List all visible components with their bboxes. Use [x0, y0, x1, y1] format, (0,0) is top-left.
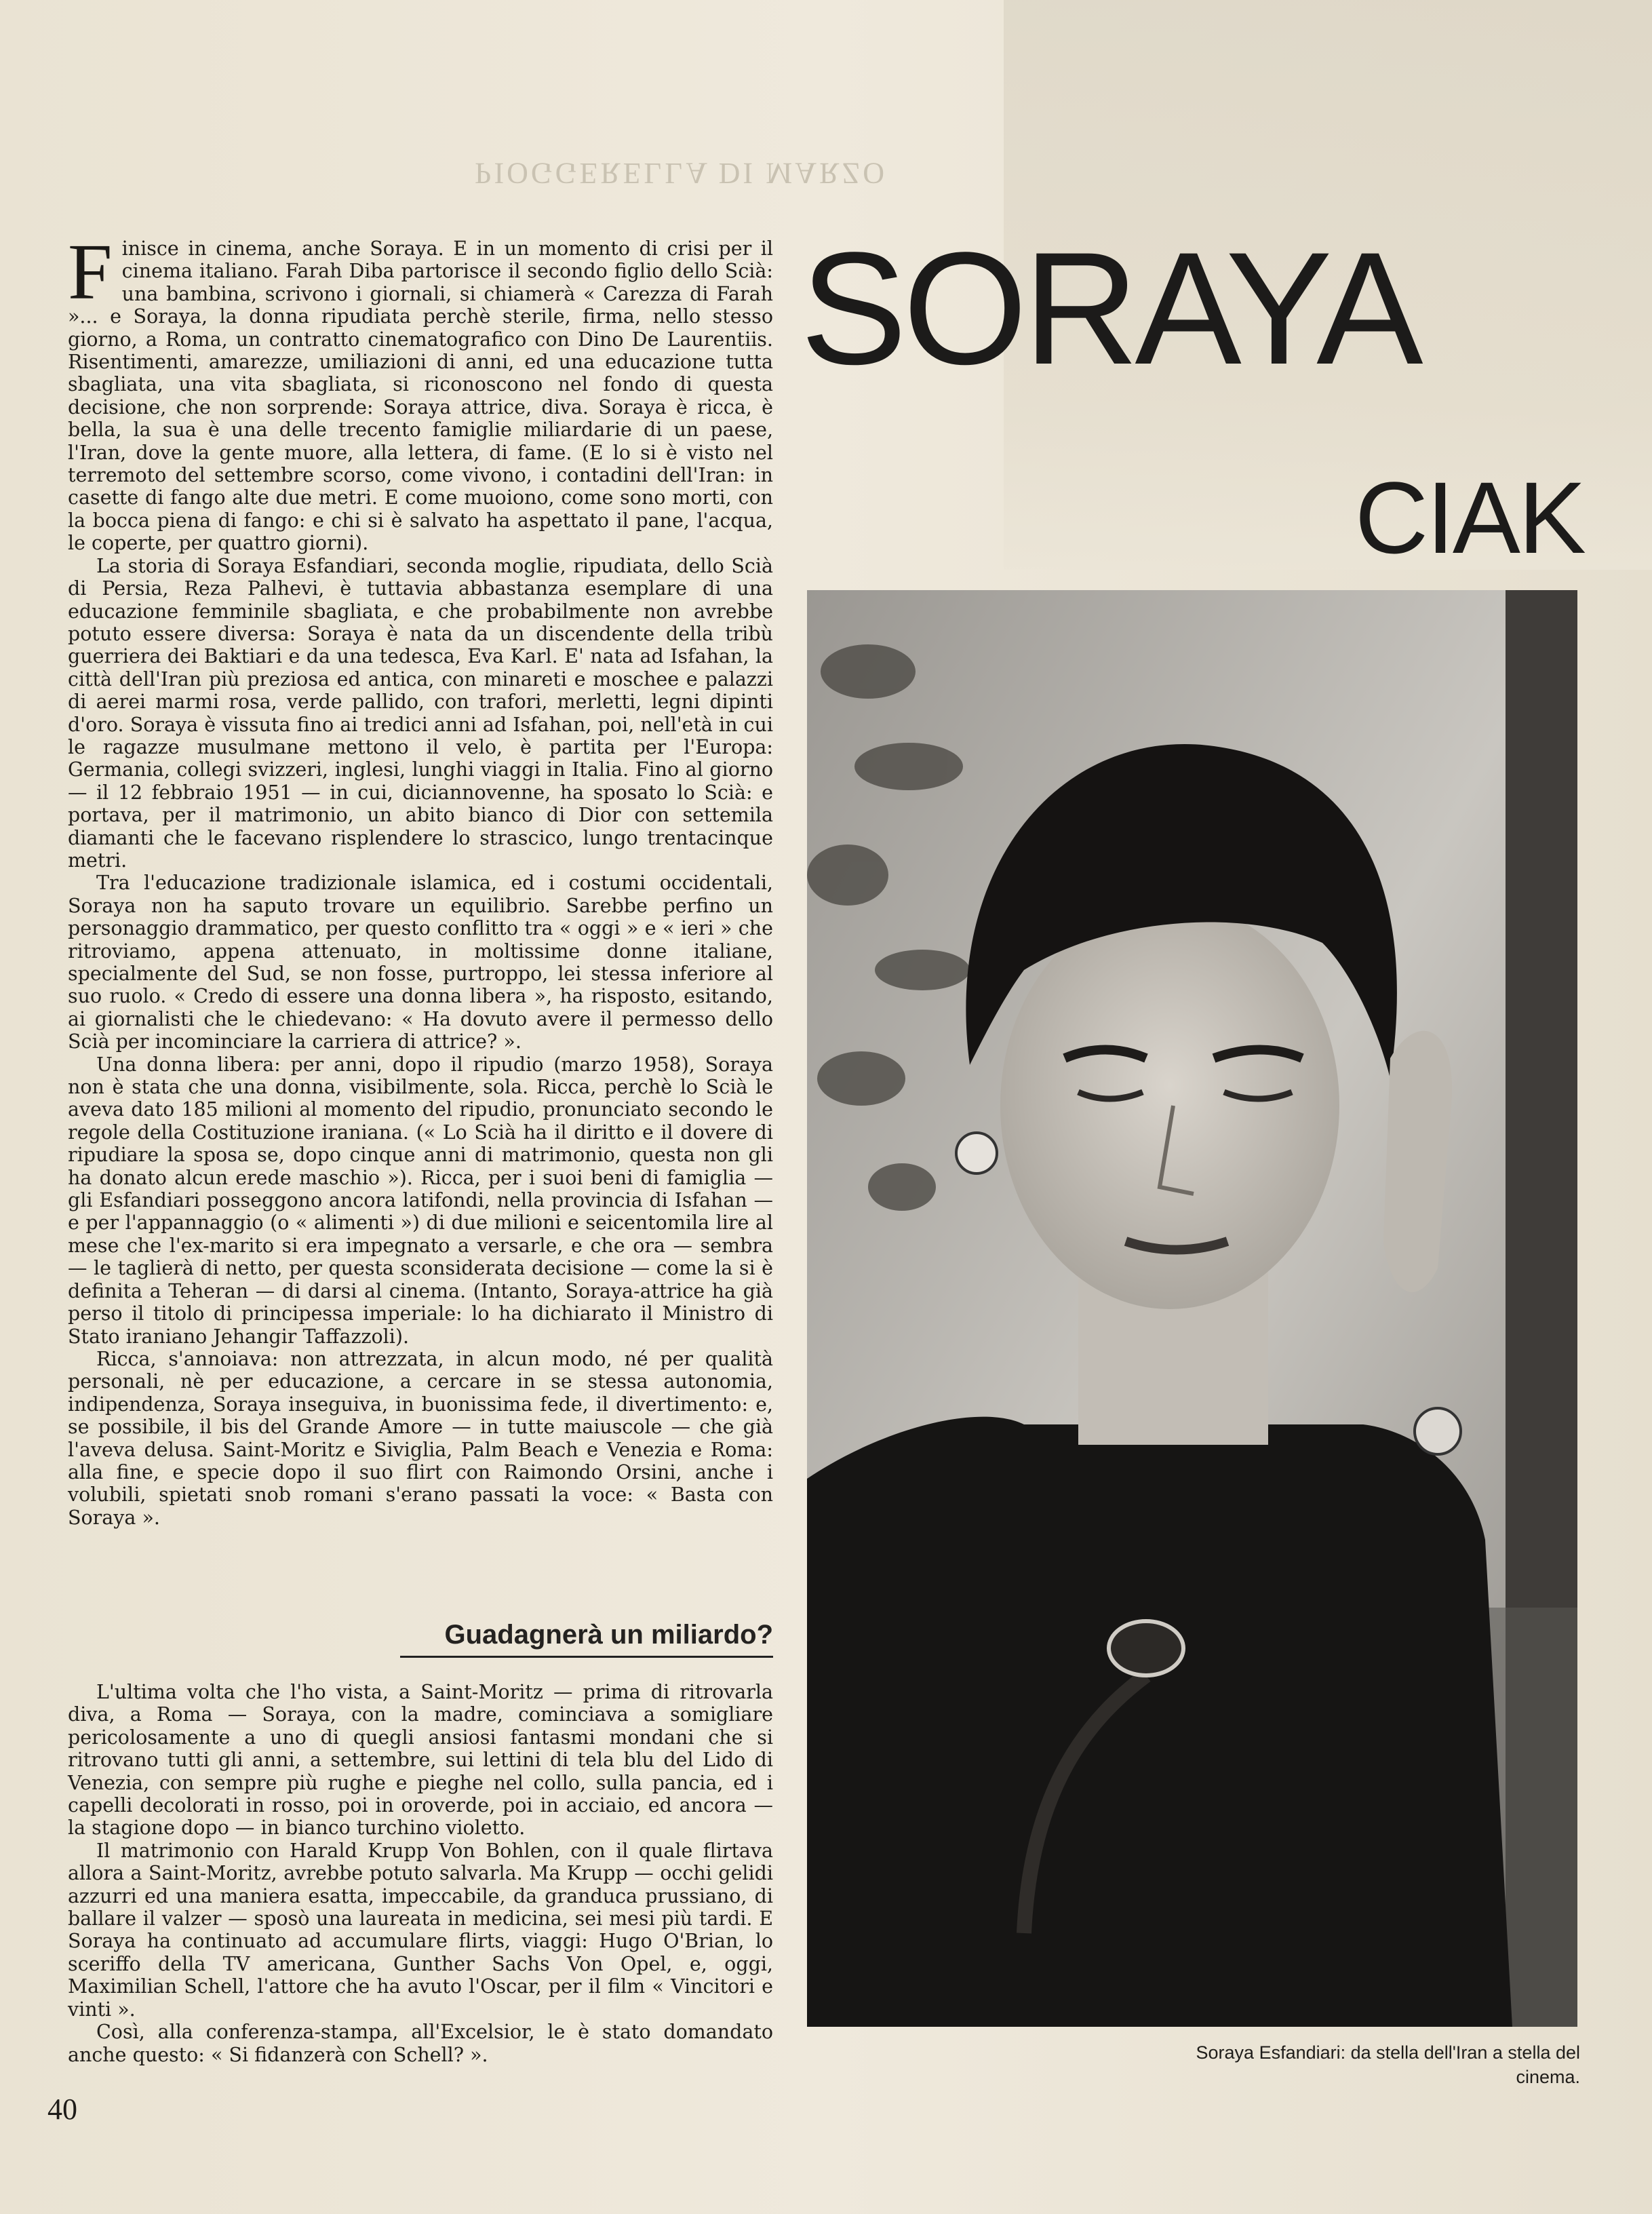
paragraph: Tra l'educazione tradizionale islamica, ed i costumi occidentali, Soraya non ha saputo trovare un equilibrio. Sarebbe perfino un personaggio drammatico, per questo conflitto tra « oggi » e « ieri » che ritroviamo, appena attenuato, in moltissime donne italiane, specialmente del Sud, se non fosse, purtroppo, lei stessa inferiore al suo ruolo. « Credo di essere una donna libera », ha risposto, esitando, ai giornalisti che le chiedevano: « Ha dovuto avere il permesso dello Scià per incominciare la carriera di attrice? ».	[68, 872, 773, 1053]
subheading-rule	[400, 1620, 773, 1658]
portrait-photo	[807, 590, 1577, 2027]
headline-title: SORAYA	[800, 219, 1419, 398]
opening-text: inisce in cinema, anche Soraya. E in un momento di crisi per il cinema italiano. Farah Diba partorisce il secondo figlio dello Scià: una bambina, scrivono i giornali, si chiamerà « Carezza di Farah »... e Soraya, la donna ripudiata perchè sterile, firma, nello stesso giorno, a Roma, un contratto cinematografico con Dino De Laurentiis. Risentimenti, amarezze, umiliazioni di anni, ed una educazione tutta sbagliata, una vita sbagliata, si riconoscono nel fondo di questa decisione, che non sorprende: Soraya attrice, diva. Soraya è ricca, è bella, la sua è una delle trecento famiglie miliardarie di un paese, l'Iran, dove la gente muore, alla lettera, di fame. (E lo si è visto nel terremoto del settembre scorso, come vivono, i contadini dell'Iran: in casette di fango alte due metri. E come muoiono, come sono morti, con la bocca piena di fango: e chi si è salvato ha aspettato il pane, l'acqua, le coperte, per quattro giorni).	[68, 237, 773, 555]
article-body-bottom	[68, 1681, 773, 2066]
drop-cap: F	[68, 227, 113, 316]
paragraph: Il matrimonio con Harald Krupp Von Bohlen, con il quale flirtava allora a Saint-Moritz, avrebbe potuto salvarla. Ma Krupp — occhi gelidi azzurri ed una maniera esatta, impeccabile, da granduca prussiano, di ballare il valzer — sposò una laureata in medicina, sei mesi più tardi. E Soraya ha continuato ad accumulare flirts, viaggi: Hugo O'Brian, lo sceriffo della TV americana, Gunther Sachs Von Opel, e, oggi, Maximilian Schell, l'attore che ha avuto l'Oscar, per il film « Vincitori e vinti ».	[68, 1839, 773, 2021]
photo-caption: Soraya Esfandiari: da stella dell'Iran a stella del cinema.	[1196, 2042, 1580, 2087]
paragraph: Una donna libera: per anni, dopo il ripudio (marzo 1958), Soraya non è stata che una donna, visibilmente, sola. Ricca, perchè lo Scià le aveva dato 185 milioni al momento del ripudio, pronunciato secondo le regole della Costituzione iraniana. (« Lo Scià ha il diritto e il dovere di ripudiare la sposa se, dopo cinque anni di matrimonio, questa non gli ha donato alcun erede maschio »). Ricca, per i suoi beni di famiglia — gli Esfandiari posseggono ancora latifondi, nella provincia di Isfahan — e per l'appannaggio (o « alimenti ») di due milioni e seicentomila lire al mese che l'ex-marito si era impegnato a versarle, e che ora — sembra — le taglierà di netto, per questa sconsiderata decisione — come la si è definita a Teheran — di darsi al cinema. (Intanto, Soraya-attrice ha già perso il titolo di principessa imperiale: lo ha dichiarato il Ministro di Stato iraniano Jehangir Taffazzoli).	[68, 1053, 773, 1348]
headline-subtitle: CIAK	[1354, 461, 1584, 575]
paragraph: Così, alla conferenza-stampa, all'Excelsior, le è stato domandato anche questo: « Si fidanzerà con Schell? ».	[68, 2021, 773, 2066]
bleed-through-text: PIOGGERELLA DI MARZO	[475, 157, 887, 190]
page-number: 40	[47, 2093, 77, 2126]
article-body-top	[68, 227, 773, 1529]
paragraph: Ricca, s'annoiava: non attrezzata, in alcun modo, né per qualità personali, nè per educazione, a cercare in se stessa autonomia, indipendenza, Soraya inseguiva, in buonissima fede, il divertimento: e, se possibile, il bis del Grande Amore — in tutte maiuscole — che già l'aveva delusa. Saint-Moritz e Siviglia, Palm Beach e Venezia e Roma: alla fine, e specie dopo il suo flirt con Raimondo Orsini, anche i volubili, spietati snob romani s'erano passati la voce: « Basta con Soraya ».	[68, 1347, 773, 1529]
subheading: Guadagnerà un miliardo?	[444, 1620, 773, 1650]
opening-paragraph	[68, 227, 773, 555]
paragraph: La storia di Soraya Esfandiari, seconda moglie, ripudiata, dello Scià di Persia, Reza Palhevi, è tuttavia abbastanza esemplare di una educazione femminile sbagliata, e che probabilmente non avrebbe potuto essere diversa: Soraya è nata da un discendente della tribù guerriera dei Baktiari e da una tedesca, Eva Karl. E' nata ad Isfahan, la città dell'Iran più preziosa ed antica, con minareti e moschee e palazzi di aerei marmi rosa, verde pallido, con trafori, merletti, legni dipinti d'oro. Soraya è vissuta fino ai tredici anni ad Isfahan, poi, nell'età in cui le ragazze musulmane mettono il velo, è partita per l'Europa: Germania, collegi svizzeri, inglesi, lunghi viaggi in Italia. Fino al giorno — il 12 febbraio 1951 — in cui, diciannovenne, ha sposato lo Scià: e portava, per il matrimonio, un abito bianco di Dior con settemila diamanti che le facevano risplendere lo strascico, lungo trentacinque metri.	[68, 554, 773, 872]
paragraph: L'ultima volta che l'ho vista, a Saint-Moritz — prima di ritrovarla diva, a Roma — Soraya, con la madre, cominciava a somigliare pericolosamente a uno di quegli ansiosi fantasmi mondani che si ritrovano tutti gli anni, a settembre, sui lettini di tela blu del Lido di Venezia, con sempre più rughe e pieghe nel collo, sulla pancia, ed i capelli decolorati in rosso, poi in oroverde, poi in acciaio, ed ancora — la stagione dopo — in bianco turchino violetto.	[68, 1681, 773, 1840]
